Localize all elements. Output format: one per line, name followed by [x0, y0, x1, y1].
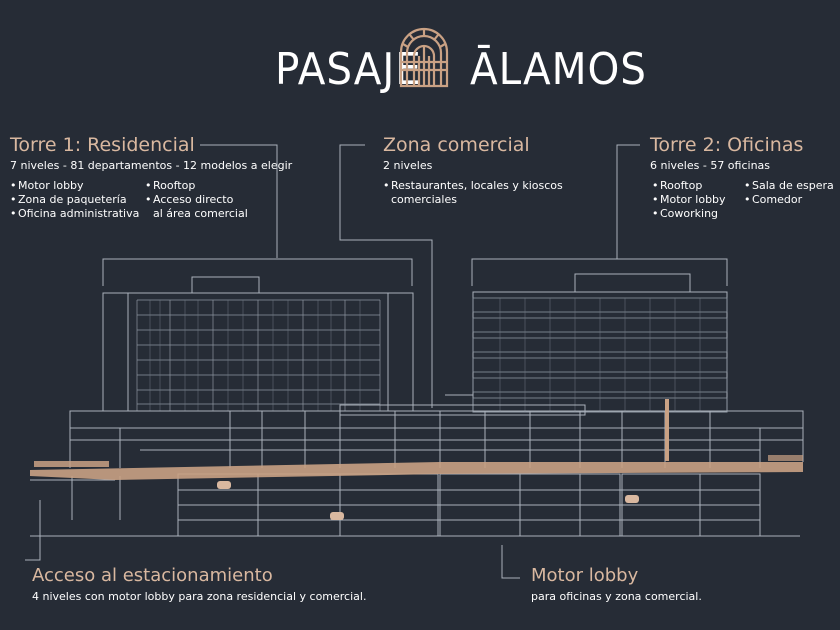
torre2-facade [445, 274, 727, 412]
zona-subtitle: 2 niveles [383, 159, 433, 172]
torre2-subtitle: 6 niveles - 57 oficinas [650, 159, 771, 172]
list-item: • Restaurantes, locales y kioscos [383, 179, 563, 193]
brand-word-right: ĀLAMOS [470, 44, 647, 95]
torre2-title: Torre 2: Oficinas [650, 134, 804, 156]
parking-levels [30, 474, 800, 536]
acceso-subtitle: 4 niveles con motor lobby para zona residencial y comercial. [32, 590, 367, 603]
zona-title: Zona comercial [383, 134, 530, 156]
list-item: • Rooftop [145, 179, 248, 193]
list-item: • Sala de espera [744, 179, 834, 193]
torre1-title: Torre 1: Residencial [10, 134, 195, 156]
torre1-facade [103, 277, 413, 411]
list-item-continuation: comerciales [391, 193, 457, 206]
car-icon [625, 495, 639, 503]
list-item: • Zona de paquetería [10, 193, 139, 207]
list-item: • Motor lobby [10, 179, 139, 193]
torre1-subtitle: 7 niveles - 81 departamentos - 12 modelos a elegir [10, 159, 293, 172]
car-icon [330, 512, 344, 520]
list-item: • Acceso directo [145, 193, 248, 207]
acceso-title: Acceso al estacionamiento [32, 565, 273, 586]
brand-word-left: PASAJE [275, 44, 422, 95]
list-item: • Rooftop [652, 179, 726, 193]
list-item: • Oficina administrativa [10, 207, 139, 221]
list-item: • Motor lobby [652, 193, 726, 207]
list-item: • Comedor [744, 193, 834, 207]
accent-elements [30, 399, 803, 520]
motor-subtitle: para oficinas y zona comercial. [531, 590, 702, 603]
motor-title: Motor lobby [531, 565, 639, 586]
list-item: • Coworking [652, 207, 726, 221]
car-icon [217, 481, 231, 489]
list-item-continuation: al área comercial [153, 207, 248, 220]
podium [70, 405, 803, 468]
